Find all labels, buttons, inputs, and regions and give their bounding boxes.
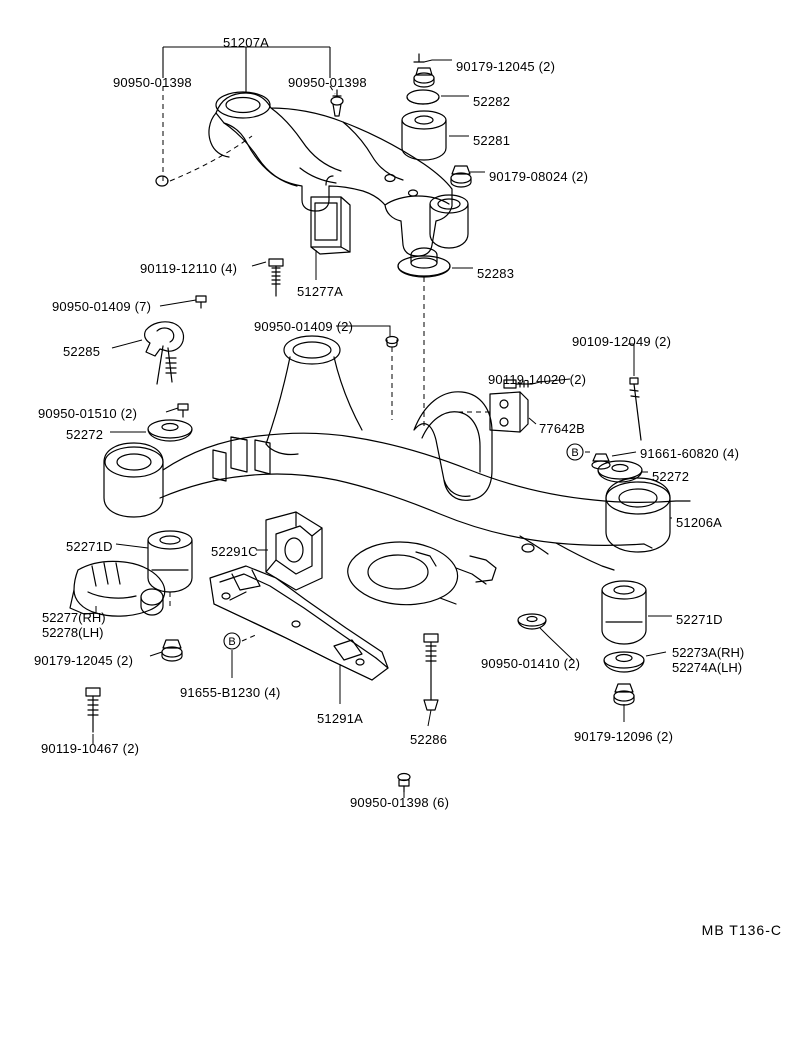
part-label-l5: 52282 <box>473 94 511 109</box>
part-label-l24: 52271D <box>676 612 723 627</box>
part-label-l13: 90950-01409 (2) <box>254 319 354 334</box>
part-label-l7: 90179-08024 (2) <box>489 169 589 184</box>
part-label-l36: 90950-01398 (6) <box>350 795 450 810</box>
part-label-l19: 91661-60820 (4) <box>640 446 740 461</box>
part-label-l1: 51207A <box>222 35 270 50</box>
part-label-l15: 90119-14020 (2) <box>488 372 587 387</box>
part-label-l8: 90119-12110 (4) <box>140 261 238 276</box>
part-label-l10: 52283 <box>477 266 515 281</box>
part-label-l34: 90179-12096 (2) <box>574 729 674 744</box>
part-label-l31: 91655-B1230 (4) <box>180 685 281 700</box>
svg-text:B: B <box>571 447 579 459</box>
part-label-s1 <box>42 610 106 640</box>
part-label-l35: 90119-10467 (2) <box>41 741 140 756</box>
part-label-l12: 52285 <box>63 344 101 359</box>
part-label-l17: 52272 <box>66 427 104 442</box>
part-label-l22: 52271D <box>66 539 113 554</box>
part-label-l14: 90109-12049 (2) <box>572 334 672 349</box>
part-label-line: 52277(RH) <box>42 610 106 625</box>
svg-text:B: B <box>228 636 236 648</box>
part-label-s2 <box>672 645 744 675</box>
part-label-line: 52274A(LH) <box>672 660 743 675</box>
part-label-l28: 90950-01410 (2) <box>481 656 581 671</box>
part-label-l20: 52272 <box>652 469 690 484</box>
part-label-l16: 90950-01510 (2) <box>38 406 138 421</box>
part-label-l18: 77642B <box>539 421 586 436</box>
part-label-l23: 52291C <box>211 544 258 559</box>
part-label-l32: 51291A <box>317 711 364 726</box>
part-label-l9: 51277A <box>297 284 344 299</box>
part-label-l33: 52286 <box>410 732 448 747</box>
diagram-code: MB T136-C <box>701 922 782 938</box>
part-label-l27: 90179-12045 (2) <box>34 653 134 668</box>
part-label-line: 52273A(RH) <box>672 645 745 660</box>
part-label-l21: 51206A <box>676 515 723 530</box>
part-label-l3: 90950-01398 <box>288 75 367 90</box>
part-label-l4: 90179-12045 (2) <box>456 59 556 74</box>
part-label-l11: 90950-01409 (7) <box>52 299 152 314</box>
part-label-l6: 52281 <box>473 133 511 148</box>
part-label-l2: 90950-01398 <box>113 75 192 90</box>
part-label-line: 52278(LH) <box>42 625 104 640</box>
